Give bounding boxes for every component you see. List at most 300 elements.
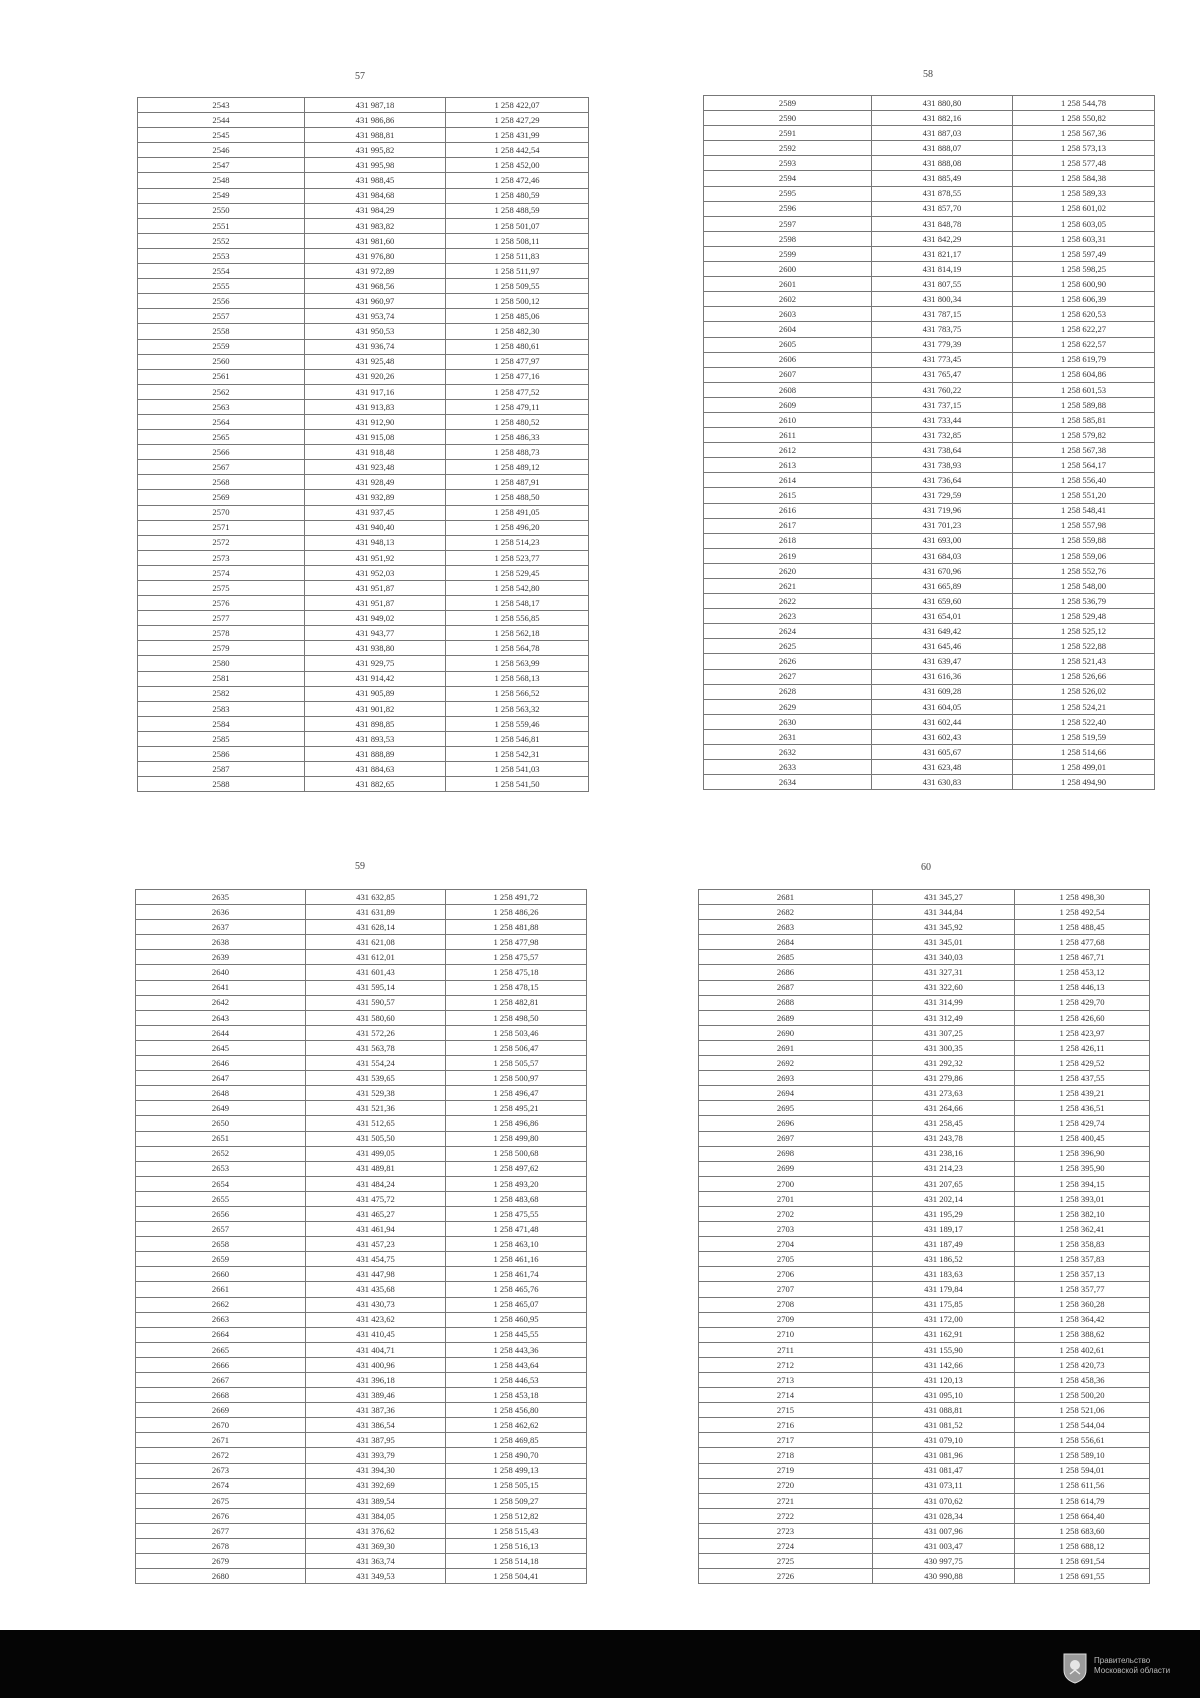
point-number-cell: 2560 — [138, 354, 305, 369]
x-coordinate-cell: 431 376,62 — [306, 1523, 446, 1538]
y-coordinate-cell: 1 258 395,90 — [1015, 1161, 1150, 1176]
x-coordinate-cell: 431 893,53 — [305, 731, 446, 746]
point-number-cell: 2644 — [136, 1025, 306, 1040]
coat-of-arms-icon — [1062, 1652, 1088, 1684]
table-row — [699, 1297, 1150, 1312]
point-number-cell: 2689 — [699, 1010, 873, 1025]
table-row — [138, 731, 589, 746]
y-coordinate-cell: 1 258 564,17 — [1013, 458, 1155, 473]
x-coordinate-cell: 431 142,66 — [873, 1357, 1015, 1372]
point-number-cell: 2724 — [699, 1539, 873, 1554]
table-row — [138, 535, 589, 550]
x-coordinate-cell: 431 392,69 — [306, 1478, 446, 1493]
table-row — [699, 1222, 1150, 1237]
y-coordinate-cell: 1 258 488,45 — [1015, 920, 1150, 935]
y-coordinate-cell: 1 258 691,55 — [1015, 1569, 1150, 1584]
y-coordinate-cell: 1 258 478,15 — [446, 980, 587, 995]
table-row — [136, 1161, 587, 1176]
coordinates-table-page-60 — [698, 889, 1150, 1584]
y-coordinate-cell: 1 258 446,53 — [446, 1373, 587, 1388]
y-coordinate-cell: 1 258 512,82 — [446, 1508, 587, 1523]
point-number-cell: 2672 — [136, 1448, 306, 1463]
point-number-cell: 2678 — [136, 1539, 306, 1554]
point-number-cell: 2686 — [699, 965, 873, 980]
x-coordinate-cell: 431 918,48 — [305, 445, 446, 460]
y-coordinate-cell: 1 258 614,79 — [1015, 1493, 1150, 1508]
table-row — [699, 905, 1150, 920]
y-coordinate-cell: 1 258 426,60 — [1015, 1010, 1150, 1025]
point-number-cell: 2692 — [699, 1056, 873, 1071]
y-coordinate-cell: 1 258 568,13 — [446, 671, 589, 686]
x-coordinate-cell: 431 088,81 — [873, 1403, 1015, 1418]
y-coordinate-cell: 1 258 429,74 — [1015, 1116, 1150, 1131]
point-number-cell: 2643 — [136, 1010, 306, 1025]
point-number-cell: 2659 — [136, 1252, 306, 1267]
table-row — [704, 367, 1155, 382]
table-row — [138, 490, 589, 505]
x-coordinate-cell: 431 670,96 — [872, 563, 1013, 578]
table-row — [136, 950, 587, 965]
point-number-cell: 2702 — [699, 1206, 873, 1221]
table-row — [136, 1403, 587, 1418]
point-number-cell: 2647 — [136, 1071, 306, 1086]
table-row — [138, 128, 589, 143]
point-number-cell: 2658 — [136, 1237, 306, 1252]
x-coordinate-cell: 431 214,23 — [873, 1161, 1015, 1176]
point-number-cell: 2632 — [704, 745, 872, 760]
point-number-cell: 2631 — [704, 729, 872, 744]
x-coordinate-cell: 431 984,29 — [305, 203, 446, 218]
y-coordinate-cell: 1 258 500,20 — [1015, 1388, 1150, 1403]
point-number-cell: 2586 — [138, 747, 305, 762]
table-row — [704, 277, 1155, 292]
y-coordinate-cell: 1 258 688,12 — [1015, 1539, 1150, 1554]
x-coordinate-cell: 431 950,53 — [305, 324, 446, 339]
point-number-cell: 2709 — [699, 1312, 873, 1327]
table-row — [704, 111, 1155, 126]
coordinates-table-page-58 — [703, 95, 1155, 790]
point-number-cell: 2596 — [704, 201, 872, 216]
point-number-cell: 2607 — [704, 367, 872, 382]
point-number-cell: 2662 — [136, 1297, 306, 1312]
point-number-cell: 2569 — [138, 490, 305, 505]
x-coordinate-cell: 431 659,60 — [872, 594, 1013, 609]
table-row — [699, 1554, 1150, 1569]
x-coordinate-cell: 431 631,89 — [306, 905, 446, 920]
x-coordinate-cell: 431 572,26 — [306, 1025, 446, 1040]
x-coordinate-cell: 431 952,03 — [305, 565, 446, 580]
table-row — [136, 1146, 587, 1161]
point-number-cell: 2605 — [704, 337, 872, 352]
point-number-cell: 2713 — [699, 1373, 873, 1388]
table-body — [136, 890, 587, 1584]
x-coordinate-cell: 431 238,16 — [873, 1146, 1015, 1161]
x-coordinate-cell: 431 447,98 — [306, 1267, 446, 1282]
point-number-cell: 2567 — [138, 460, 305, 475]
table-row — [704, 669, 1155, 684]
point-number-cell: 2556 — [138, 294, 305, 309]
y-coordinate-cell: 1 258 548,17 — [446, 596, 589, 611]
x-coordinate-cell: 431 155,90 — [873, 1342, 1015, 1357]
x-coordinate-cell: 431 369,30 — [306, 1539, 446, 1554]
table-row — [704, 714, 1155, 729]
y-coordinate-cell: 1 258 579,82 — [1013, 428, 1155, 443]
point-number-cell: 2711 — [699, 1342, 873, 1357]
table-row — [136, 1312, 587, 1327]
y-coordinate-cell: 1 258 589,10 — [1015, 1448, 1150, 1463]
x-coordinate-cell: 430 997,75 — [873, 1554, 1015, 1569]
y-coordinate-cell: 1 258 456,80 — [446, 1403, 587, 1418]
x-coordinate-cell: 431 938,80 — [305, 641, 446, 656]
point-number-cell: 2718 — [699, 1448, 873, 1463]
table-row — [704, 126, 1155, 141]
y-coordinate-cell: 1 258 548,41 — [1013, 503, 1155, 518]
table-row — [138, 520, 589, 535]
table-row — [136, 1267, 587, 1282]
table-row — [699, 1373, 1150, 1388]
y-coordinate-cell: 1 258 477,68 — [1015, 935, 1150, 950]
point-number-cell: 2600 — [704, 262, 872, 277]
table-row — [138, 143, 589, 158]
point-number-cell: 2703 — [699, 1222, 873, 1237]
y-coordinate-cell: 1 258 460,95 — [446, 1312, 587, 1327]
table-row — [136, 1508, 587, 1523]
x-coordinate-cell: 431 512,65 — [306, 1116, 446, 1131]
x-coordinate-cell: 431 988,45 — [305, 173, 446, 188]
point-number-cell: 2710 — [699, 1327, 873, 1342]
y-coordinate-cell: 1 258 529,48 — [1013, 609, 1155, 624]
y-coordinate-cell: 1 258 594,01 — [1015, 1463, 1150, 1478]
x-coordinate-cell: 431 073,11 — [873, 1478, 1015, 1493]
y-coordinate-cell: 1 258 603,05 — [1013, 216, 1155, 231]
point-number-cell: 2642 — [136, 995, 306, 1010]
table-row — [136, 1357, 587, 1372]
point-number-cell: 2552 — [138, 233, 305, 248]
table-row — [699, 1523, 1150, 1538]
x-coordinate-cell: 431 183,63 — [873, 1267, 1015, 1282]
x-coordinate-cell: 431 386,54 — [306, 1418, 446, 1433]
table-row — [136, 1071, 587, 1086]
y-coordinate-cell: 1 258 619,79 — [1013, 352, 1155, 367]
point-number-cell: 2679 — [136, 1554, 306, 1569]
point-number-cell: 2622 — [704, 594, 872, 609]
y-coordinate-cell: 1 258 601,53 — [1013, 382, 1155, 397]
y-coordinate-cell: 1 258 551,20 — [1013, 488, 1155, 503]
table-row — [136, 1252, 587, 1267]
point-number-cell: 2549 — [138, 188, 305, 203]
point-number-cell: 2670 — [136, 1418, 306, 1433]
y-coordinate-cell: 1 258 514,66 — [1013, 745, 1155, 760]
table-row — [704, 382, 1155, 397]
table-row — [699, 1071, 1150, 1086]
table-row — [138, 701, 589, 716]
table-row — [699, 965, 1150, 980]
x-coordinate-cell: 431 400,96 — [306, 1357, 446, 1372]
y-coordinate-cell: 1 258 479,11 — [446, 399, 589, 414]
x-coordinate-cell: 431 951,92 — [305, 550, 446, 565]
x-coordinate-cell: 431 172,00 — [873, 1312, 1015, 1327]
table-row — [138, 762, 589, 777]
table-row — [138, 248, 589, 263]
point-number-cell: 2611 — [704, 428, 872, 443]
point-number-cell: 2656 — [136, 1206, 306, 1221]
x-coordinate-cell: 431 028,34 — [873, 1508, 1015, 1523]
x-coordinate-cell: 431 737,15 — [872, 397, 1013, 412]
x-coordinate-cell: 431 848,78 — [872, 216, 1013, 231]
table-row — [136, 905, 587, 920]
table-row — [704, 639, 1155, 654]
point-number-cell: 2550 — [138, 203, 305, 218]
x-coordinate-cell: 431 932,89 — [305, 490, 446, 505]
x-coordinate-cell: 431 612,01 — [306, 950, 446, 965]
table-row — [136, 1342, 587, 1357]
table-body — [704, 96, 1155, 790]
x-coordinate-cell: 431 986,86 — [305, 113, 446, 128]
x-coordinate-cell: 431 162,91 — [873, 1327, 1015, 1342]
point-number-cell: 2639 — [136, 950, 306, 965]
x-coordinate-cell: 431 888,07 — [872, 141, 1013, 156]
table-row — [136, 1222, 587, 1237]
point-number-cell: 2671 — [136, 1433, 306, 1448]
table-row — [138, 158, 589, 173]
y-coordinate-cell: 1 258 486,26 — [446, 905, 587, 920]
y-coordinate-cell: 1 258 691,54 — [1015, 1554, 1150, 1569]
y-coordinate-cell: 1 258 488,59 — [446, 203, 589, 218]
table-row — [699, 935, 1150, 950]
table-row — [699, 1448, 1150, 1463]
y-coordinate-cell: 1 258 429,52 — [1015, 1056, 1150, 1071]
x-coordinate-cell: 431 195,29 — [873, 1206, 1015, 1221]
table-row — [136, 935, 587, 950]
point-number-cell: 2638 — [136, 935, 306, 950]
y-coordinate-cell: 1 258 505,15 — [446, 1478, 587, 1493]
y-coordinate-cell: 1 258 504,41 — [446, 1569, 587, 1584]
x-coordinate-cell: 431 394,30 — [306, 1463, 446, 1478]
x-coordinate-cell: 431 202,14 — [873, 1191, 1015, 1206]
x-coordinate-cell: 431 783,75 — [872, 322, 1013, 337]
y-coordinate-cell: 1 258 514,23 — [446, 535, 589, 550]
table-row — [699, 1282, 1150, 1297]
point-number-cell: 2580 — [138, 656, 305, 671]
y-coordinate-cell: 1 258 566,52 — [446, 686, 589, 701]
y-coordinate-cell: 1 258 358,83 — [1015, 1237, 1150, 1252]
point-number-cell: 2690 — [699, 1025, 873, 1040]
y-coordinate-cell: 1 258 521,43 — [1013, 654, 1155, 669]
point-number-cell: 2704 — [699, 1237, 873, 1252]
point-number-cell: 2657 — [136, 1222, 306, 1237]
point-number-cell: 2548 — [138, 173, 305, 188]
x-coordinate-cell: 431 475,72 — [306, 1191, 446, 1206]
y-coordinate-cell: 1 258 482,81 — [446, 995, 587, 1010]
point-number-cell: 2590 — [704, 111, 872, 126]
x-coordinate-cell: 431 580,60 — [306, 1010, 446, 1025]
y-coordinate-cell: 1 258 485,06 — [446, 309, 589, 324]
table-row — [699, 1478, 1150, 1493]
x-coordinate-cell: 431 733,44 — [872, 412, 1013, 427]
table-row — [699, 1342, 1150, 1357]
x-coordinate-cell: 431 995,82 — [305, 143, 446, 158]
point-number-cell: 2649 — [136, 1101, 306, 1116]
y-coordinate-cell: 1 258 492,54 — [1015, 905, 1150, 920]
table-row — [136, 1327, 587, 1342]
y-coordinate-cell: 1 258 443,64 — [446, 1357, 587, 1372]
table-row — [138, 611, 589, 626]
table-row — [704, 488, 1155, 503]
y-coordinate-cell: 1 258 499,01 — [1013, 760, 1155, 775]
x-coordinate-cell: 431 602,43 — [872, 729, 1013, 744]
y-coordinate-cell: 1 258 598,25 — [1013, 262, 1155, 277]
point-number-cell: 2682 — [699, 905, 873, 920]
y-coordinate-cell: 1 258 494,90 — [1013, 775, 1155, 790]
point-number-cell: 2715 — [699, 1403, 873, 1418]
table-row — [699, 1010, 1150, 1025]
point-number-cell: 2675 — [136, 1493, 306, 1508]
x-coordinate-cell: 431 628,14 — [306, 920, 446, 935]
x-coordinate-cell: 431 529,38 — [306, 1086, 446, 1101]
y-coordinate-cell: 1 258 622,27 — [1013, 322, 1155, 337]
table-row — [699, 1312, 1150, 1327]
x-coordinate-cell: 431 940,40 — [305, 520, 446, 535]
table-row — [704, 337, 1155, 352]
x-coordinate-cell: 431 621,08 — [306, 935, 446, 950]
table-row — [138, 414, 589, 429]
y-coordinate-cell: 1 258 556,85 — [446, 611, 589, 626]
y-coordinate-cell: 1 258 505,57 — [446, 1056, 587, 1071]
y-coordinate-cell: 1 258 550,82 — [1013, 111, 1155, 126]
coordinates-table-page-57 — [137, 97, 589, 792]
x-coordinate-cell: 431 609,28 — [872, 684, 1013, 699]
x-coordinate-cell: 431 760,22 — [872, 382, 1013, 397]
table-row — [138, 430, 589, 445]
point-number-cell: 2660 — [136, 1267, 306, 1282]
point-number-cell: 2673 — [136, 1463, 306, 1478]
table-row — [138, 686, 589, 701]
table-row — [136, 920, 587, 935]
y-coordinate-cell: 1 258 488,50 — [446, 490, 589, 505]
point-number-cell: 2636 — [136, 905, 306, 920]
y-coordinate-cell: 1 258 620,53 — [1013, 307, 1155, 322]
x-coordinate-cell: 431 814,19 — [872, 262, 1013, 277]
point-number-cell: 2566 — [138, 445, 305, 460]
table-row — [699, 1086, 1150, 1101]
x-coordinate-cell: 431 604,05 — [872, 699, 1013, 714]
y-coordinate-cell: 1 258 509,27 — [446, 1493, 587, 1508]
x-coordinate-cell: 431 079,10 — [873, 1433, 1015, 1448]
x-coordinate-cell: 431 882,65 — [305, 777, 446, 792]
point-number-cell: 2684 — [699, 935, 873, 950]
x-coordinate-cell: 431 821,17 — [872, 246, 1013, 261]
y-coordinate-cell: 1 258 461,16 — [446, 1252, 587, 1267]
x-coordinate-cell: 431 345,01 — [873, 935, 1015, 950]
y-coordinate-cell: 1 258 431,99 — [446, 128, 589, 143]
point-number-cell: 2696 — [699, 1116, 873, 1131]
x-coordinate-cell: 431 842,29 — [872, 231, 1013, 246]
table-row — [704, 503, 1155, 518]
table-row — [699, 1191, 1150, 1206]
table-row — [704, 533, 1155, 548]
table-row — [704, 141, 1155, 156]
point-number-cell: 2680 — [136, 1569, 306, 1584]
point-number-cell: 2719 — [699, 1463, 873, 1478]
x-coordinate-cell: 431 951,87 — [305, 581, 446, 596]
table-row — [136, 1478, 587, 1493]
y-coordinate-cell: 1 258 577,48 — [1013, 156, 1155, 171]
x-coordinate-cell: 431 807,55 — [872, 277, 1013, 292]
point-number-cell: 2597 — [704, 216, 872, 231]
y-coordinate-cell: 1 258 606,39 — [1013, 292, 1155, 307]
point-number-cell: 2555 — [138, 279, 305, 294]
table-row — [704, 729, 1155, 744]
x-coordinate-cell: 431 976,80 — [305, 248, 446, 263]
x-coordinate-cell: 431 880,80 — [872, 96, 1013, 111]
y-coordinate-cell: 1 258 471,48 — [446, 1222, 587, 1237]
table-row — [704, 563, 1155, 578]
point-number-cell: 2646 — [136, 1056, 306, 1071]
y-coordinate-cell: 1 258 536,79 — [1013, 594, 1155, 609]
y-coordinate-cell: 1 258 523,77 — [446, 550, 589, 565]
point-number-cell: 2603 — [704, 307, 872, 322]
point-number-cell: 2575 — [138, 581, 305, 596]
point-number-cell: 2624 — [704, 624, 872, 639]
x-coordinate-cell: 431 684,03 — [872, 548, 1013, 563]
x-coordinate-cell: 431 917,16 — [305, 384, 446, 399]
table-row — [704, 518, 1155, 533]
y-coordinate-cell: 1 258 548,00 — [1013, 579, 1155, 594]
point-number-cell: 2698 — [699, 1146, 873, 1161]
x-coordinate-cell: 431 605,67 — [872, 745, 1013, 760]
table-row — [704, 96, 1155, 111]
y-coordinate-cell: 1 258 475,57 — [446, 950, 587, 965]
table-row — [138, 399, 589, 414]
table-row — [704, 231, 1155, 246]
y-coordinate-cell: 1 258 501,07 — [446, 218, 589, 233]
table-row — [136, 1569, 587, 1584]
point-number-cell: 2697 — [699, 1131, 873, 1146]
y-coordinate-cell: 1 258 436,51 — [1015, 1101, 1150, 1116]
y-coordinate-cell: 1 258 453,18 — [446, 1388, 587, 1403]
point-number-cell: 2588 — [138, 777, 305, 792]
y-coordinate-cell: 1 258 446,13 — [1015, 980, 1150, 995]
point-number-cell: 2610 — [704, 412, 872, 427]
table-row — [704, 579, 1155, 594]
point-number-cell: 2587 — [138, 762, 305, 777]
table-row — [704, 156, 1155, 171]
point-number-cell: 2608 — [704, 382, 872, 397]
x-coordinate-cell: 431 654,01 — [872, 609, 1013, 624]
x-coordinate-cell: 431 929,75 — [305, 656, 446, 671]
y-coordinate-cell: 1 258 488,73 — [446, 445, 589, 460]
x-coordinate-cell: 431 264,66 — [873, 1101, 1015, 1116]
point-number-cell: 2544 — [138, 113, 305, 128]
y-coordinate-cell: 1 258 556,61 — [1015, 1433, 1150, 1448]
x-coordinate-cell: 431 070,62 — [873, 1493, 1015, 1508]
point-number-cell: 2573 — [138, 550, 305, 565]
y-coordinate-cell: 1 258 542,80 — [446, 581, 589, 596]
x-coordinate-cell: 431 120,13 — [873, 1373, 1015, 1388]
y-coordinate-cell: 1 258 481,88 — [446, 920, 587, 935]
y-coordinate-cell: 1 258 526,02 — [1013, 684, 1155, 699]
point-number-cell: 2562 — [138, 384, 305, 399]
y-coordinate-cell: 1 258 664,40 — [1015, 1508, 1150, 1523]
y-coordinate-cell: 1 258 506,47 — [446, 1040, 587, 1055]
x-coordinate-cell: 431 404,71 — [306, 1342, 446, 1357]
x-coordinate-cell: 431 554,24 — [306, 1056, 446, 1071]
table-row — [699, 995, 1150, 1010]
point-number-cell: 2564 — [138, 414, 305, 429]
y-coordinate-cell: 1 258 529,45 — [446, 565, 589, 580]
x-coordinate-cell: 431 645,46 — [872, 639, 1013, 654]
point-number-cell: 2654 — [136, 1176, 306, 1191]
